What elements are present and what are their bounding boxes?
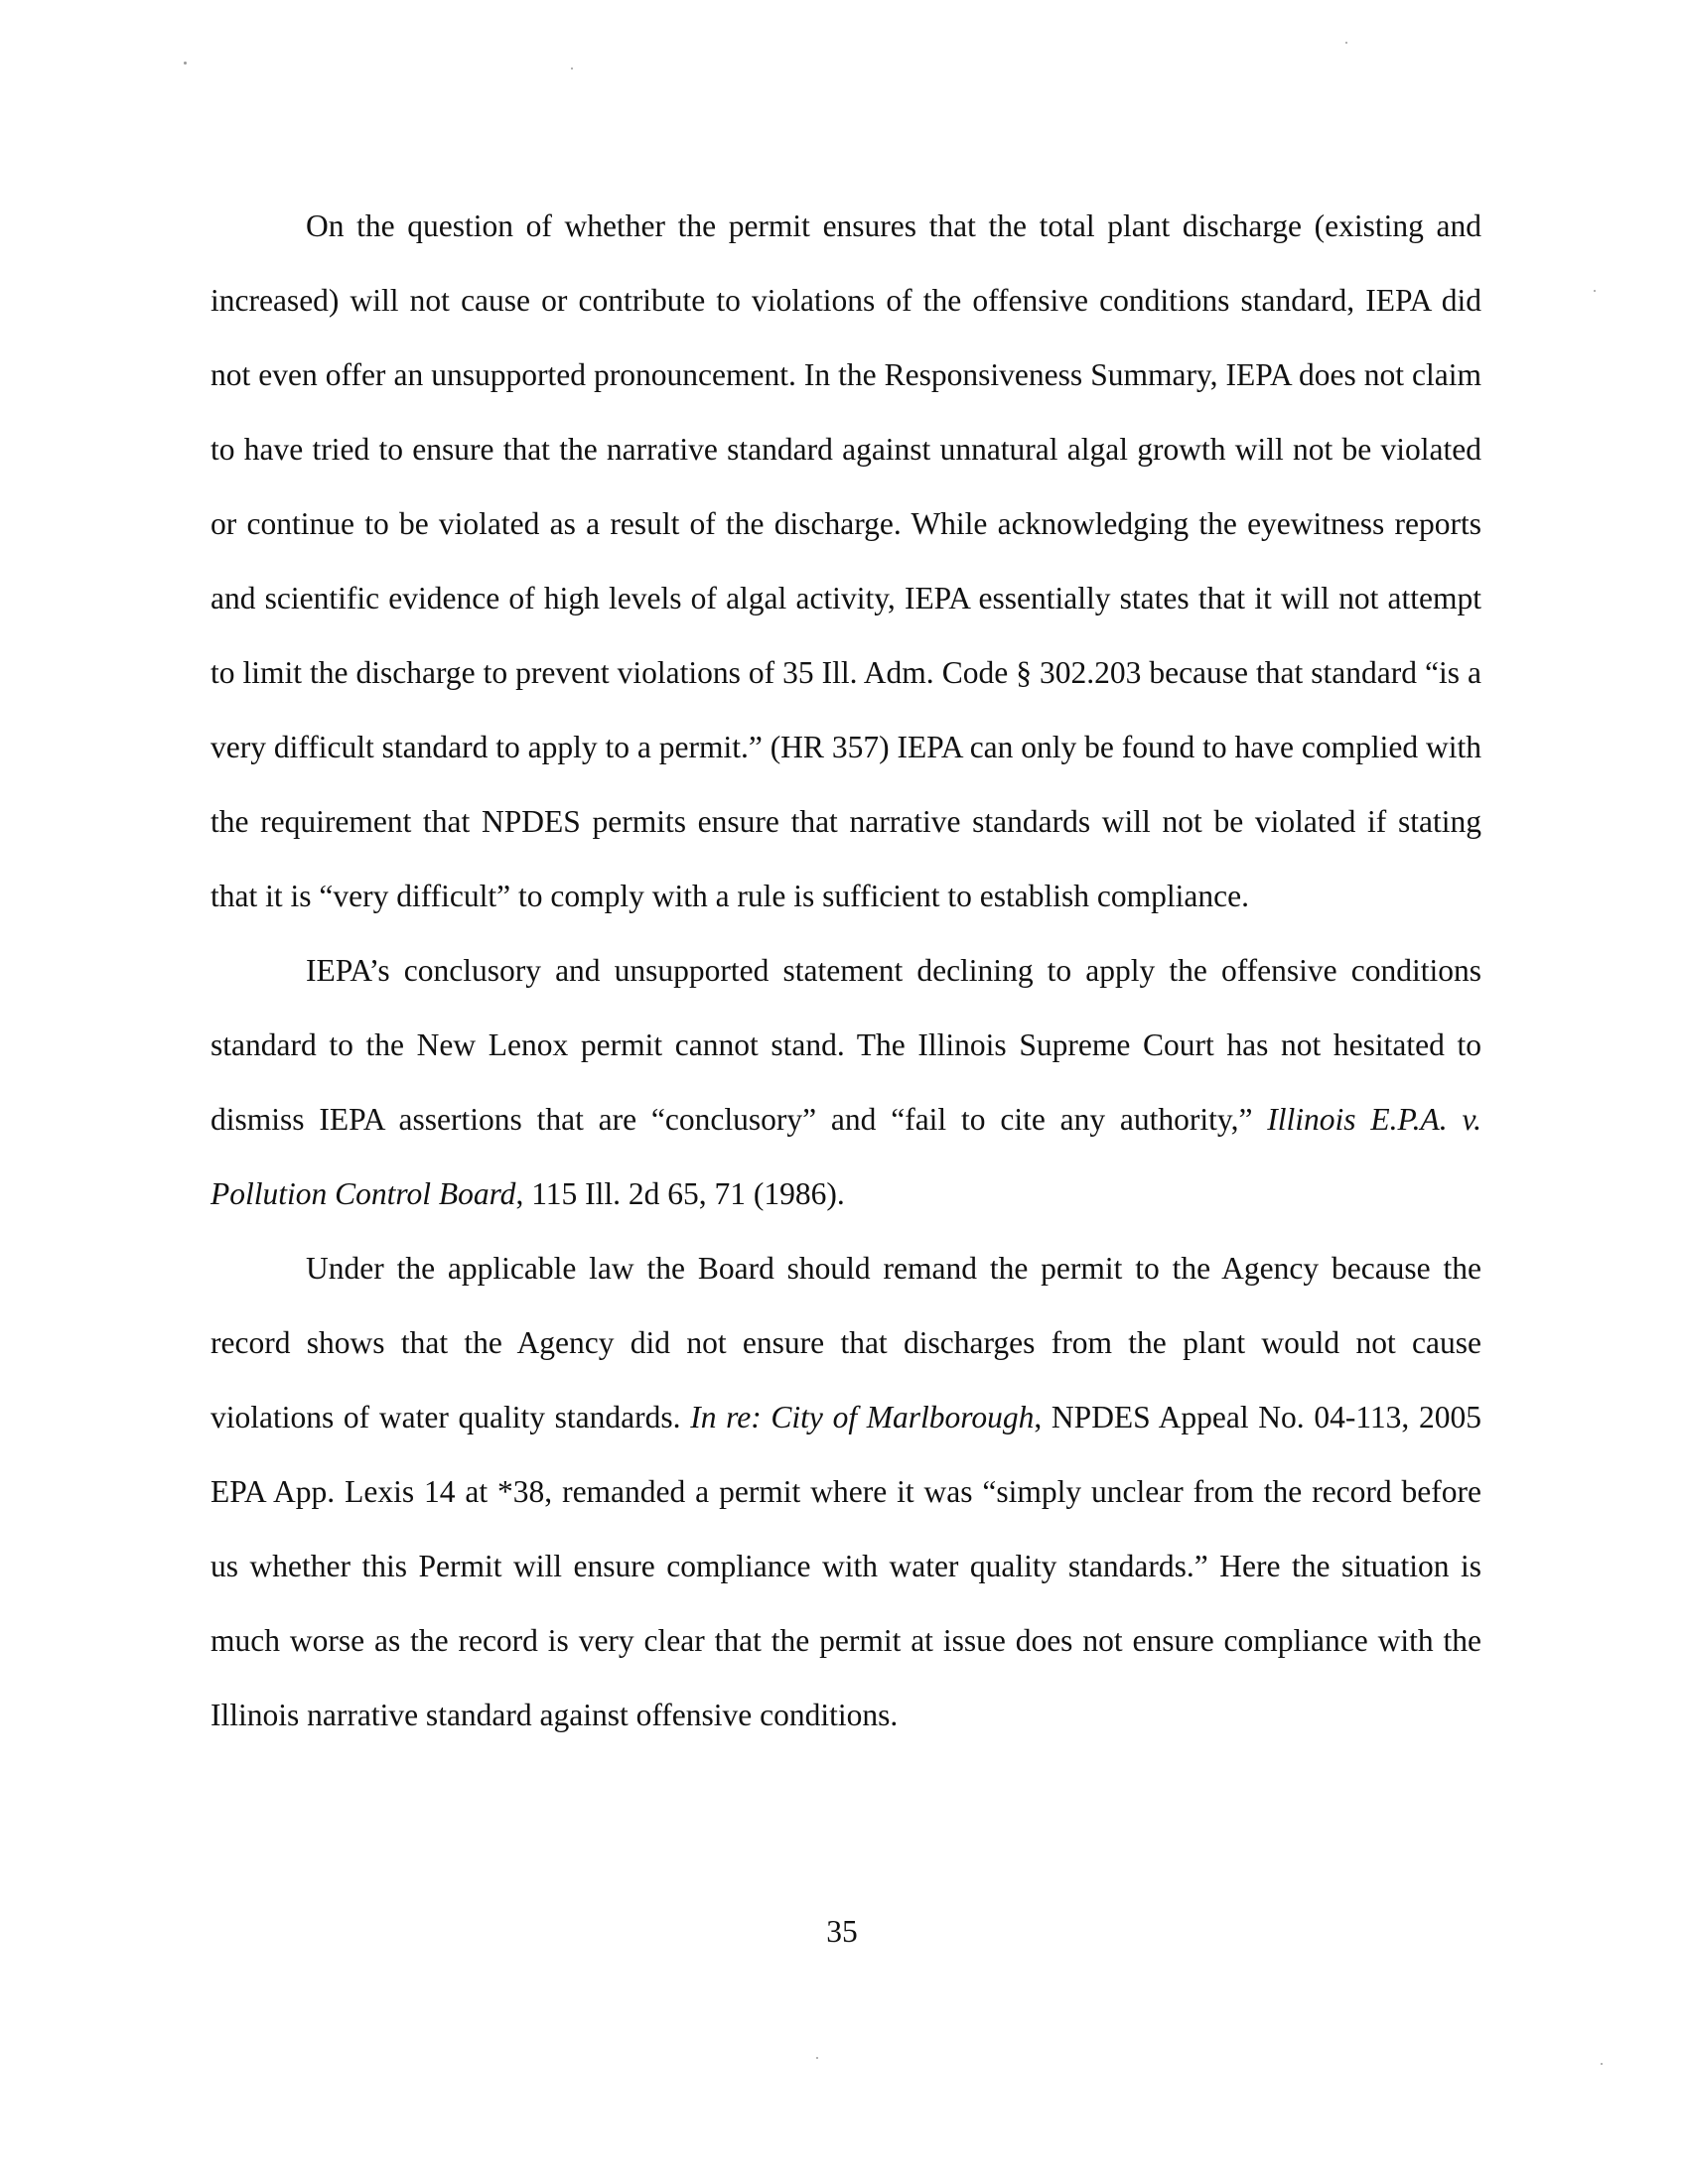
scan-speck xyxy=(816,2057,818,2059)
case-citation-illinois-epa: Illinois E.P.A. v. Pollution Control Board xyxy=(210,1102,1482,1211)
paragraph-2-text: IEPA’s conclusory and unsupported statement declining to apply the offensive conditions standard to the New Lenox permit cannot stand. The Illinois Supreme Court has not hesitated to dismiss IEPA assertions that are “conclusory” and “fail to cite any authority,” xyxy=(210,953,1481,1137)
scan-speck xyxy=(1594,290,1596,292)
paragraph-1-text: On the question of whether the permit ensures that the total plant discharge (existing and increased) will not cause or contribute to violations of the offensive conditions standard, IEPA did not even offer an unsupported pronouncement. In the Responsiveness Summary, IEPA does not claim to have tried to ensure that the narrative standard against unnatural algal growth will not be violated or continue to be violated as a result of the discharge. While acknowledging the eyewitness reports and scientific evidence of high levels of algal activity, IEPA essentially states that it will not attempt to limit the discharge to prevent violations of 35 Ill. Adm. Code § 302.203 because that standard “is a very difficult standard to apply to a permit.” (HR 357) IEPA can only be found to have complied with the requirement that NPDES permits ensure that narrative standards will not be violated if stating that it is “very difficult” to comply with a rule is sufficient to establish compliance. xyxy=(210,208,1481,913)
scan-speck xyxy=(184,62,187,65)
paragraph-3-text: Under the applicable law the Board should remand the permit to the Agency because the record shows that the Agency did not ensure that discharges from the plant would not cause violations of water quality standards. xyxy=(210,1251,1481,1434)
case-citation-marlborough: In re: City of Marlborough xyxy=(690,1400,1035,1434)
body-text xyxy=(210,189,1481,1752)
paragraph-2-citation-tail: , 115 Ill. 2d 65, 71 (1986). xyxy=(515,1176,845,1211)
paragraph-2 xyxy=(210,933,1481,1231)
scan-speck xyxy=(1601,2063,1603,2065)
scan-speck xyxy=(1345,42,1347,44)
paragraph-3-text-continued: , NPDES Appeal No. 04-113, 2005 EPA App. Lexis 14 at *38, remanded a permit where it was “simply unclear from the record before us whether this Permit will ensure compliance with water quality standards.” Here the situation is much worse as the record is very clear that the permit at issue does not ensure compliance with the Illinois narrative standard against offensive conditions. xyxy=(210,1400,1481,1732)
paragraph-3 xyxy=(210,1231,1481,1752)
scan-speck xyxy=(571,68,573,69)
page-number: 35 xyxy=(826,1914,858,1949)
paragraph-1 xyxy=(210,189,1481,933)
